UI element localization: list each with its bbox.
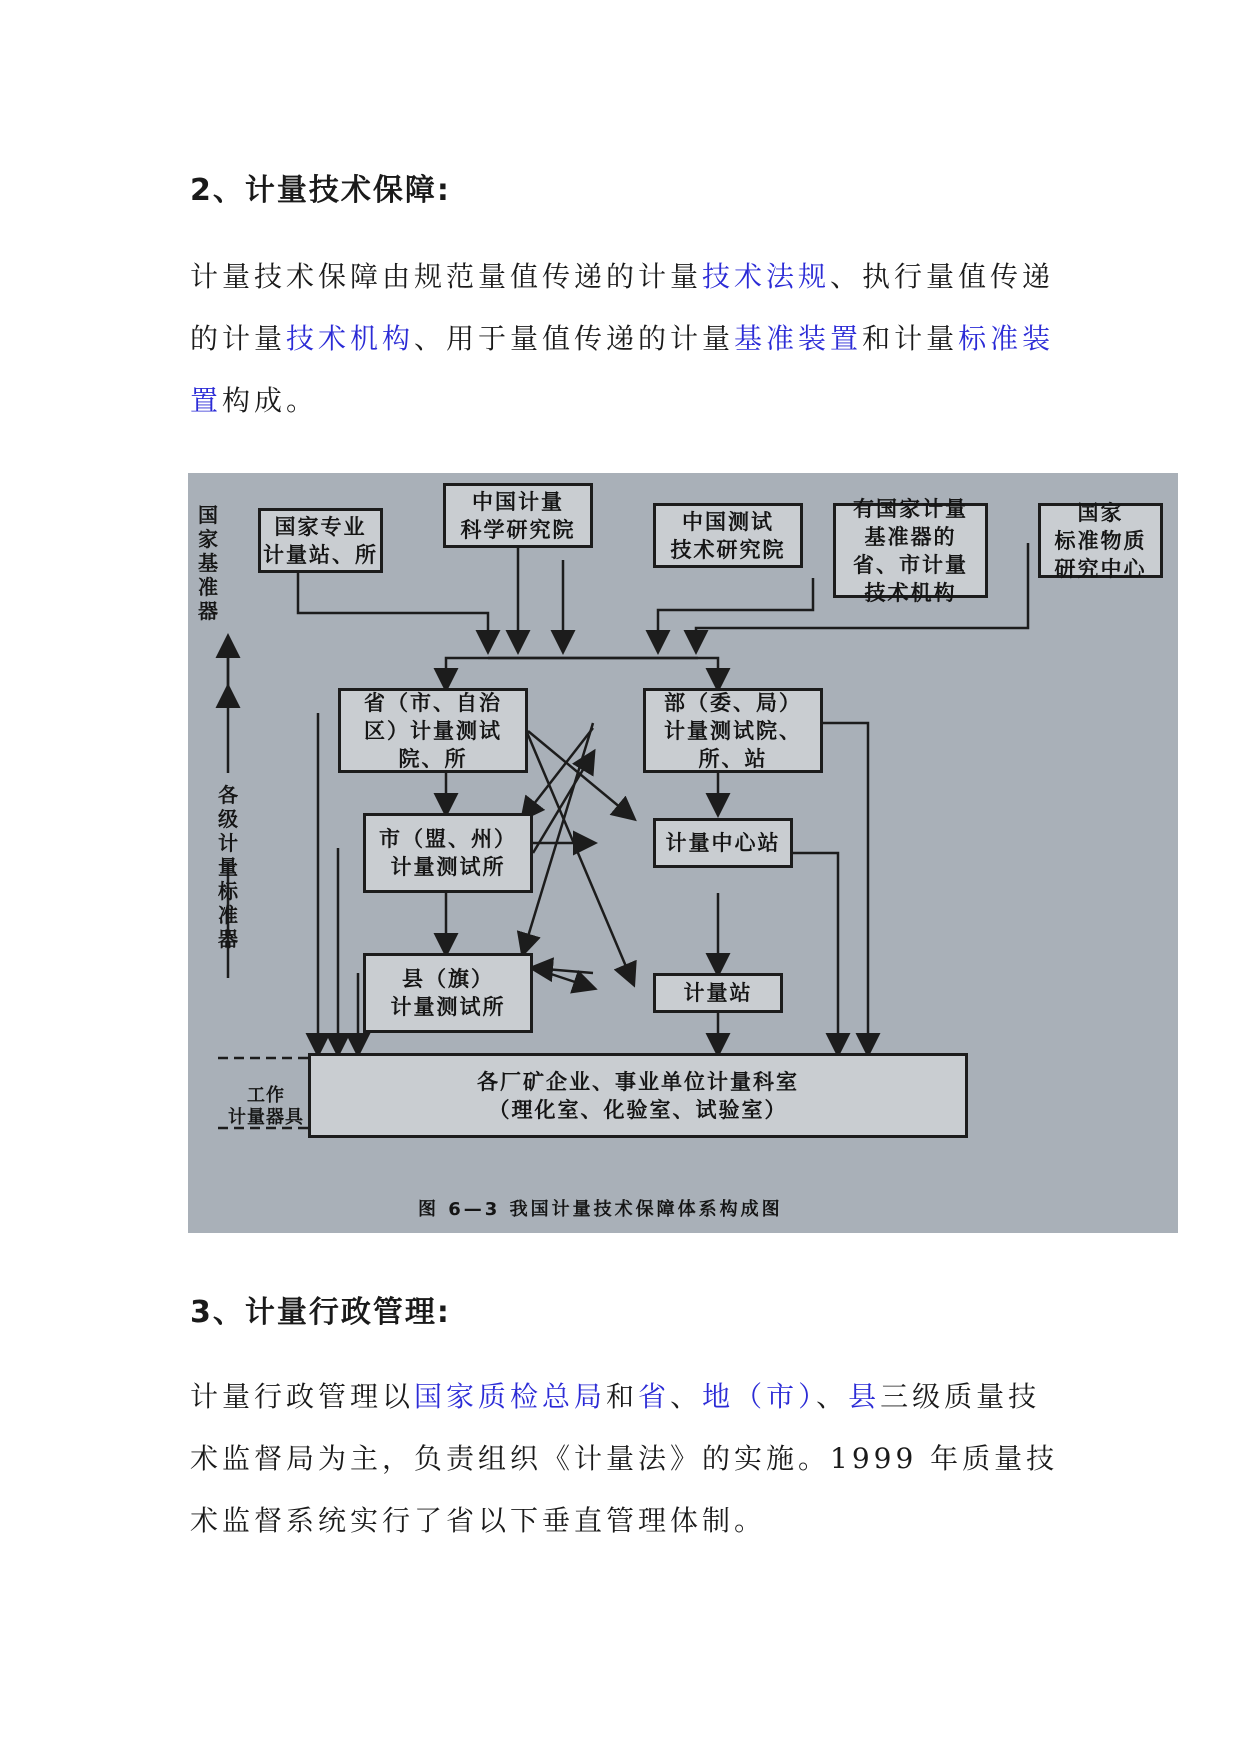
tech-support-diagram — [188, 473, 1178, 1233]
box-provincial-std-orgs: 有国家计量 基准器的 省、市计量 技术机构 — [833, 503, 988, 598]
paragraph-text: 和 — [606, 1380, 639, 1413]
term-link[interactable]: 基准装置 — [734, 322, 863, 355]
paragraph-text: 构成。 — [222, 384, 319, 417]
box-ncrm: 国家 标准物质 研究中心 — [1038, 503, 1163, 578]
paragraph-text: 计量行政管理以 — [190, 1380, 415, 1413]
box-ntri: 中国测试 技术研究院 — [653, 503, 803, 568]
section-2-heading: 2、计量技术保障: — [190, 173, 451, 208]
box-nim: 中国计量 科学研究院 — [443, 483, 593, 548]
term-link[interactable]: 国家质检总局 — [414, 1380, 607, 1413]
term-link[interactable]: 地（市） — [702, 1380, 817, 1413]
paragraph-text: 计量技术保障由规范量值传递的计量 — [190, 260, 703, 293]
figure-caption: 图 6—3 我国计量技术保障体系构成图 — [418, 1199, 783, 1220]
label-work-instruments: 工作 计量器具 — [228, 1085, 304, 1128]
box-enterprise-labs: 各厂矿企业、事业单位计量科室 （理化室、化验室、试验室） — [308, 1053, 968, 1138]
label-national-std: 国家基准器 — [198, 503, 218, 623]
term-link[interactable]: 标准装置 — [190, 322, 1055, 417]
term-link[interactable]: 技术机构 — [286, 322, 415, 355]
box-national-specialty-station: 国家专业 计量站、所 — [258, 508, 383, 573]
box-county-institute: 县（旗） 计量测试所 — [363, 953, 533, 1033]
box-city-institute: 市（盟、州） 计量测试所 — [363, 813, 533, 893]
section-3-heading: 3、计量行政管理: — [190, 1295, 451, 1330]
term-link[interactable]: 省 — [638, 1380, 671, 1413]
term-link[interactable]: 县 — [848, 1380, 881, 1413]
box-measurement-center: 计量中心站 — [653, 818, 793, 868]
paragraph-text: 、执行量值传递的计量 — [190, 260, 1055, 355]
section-3-paragraph — [190, 1366, 1060, 1552]
box-ministry-institute: 部（委、局） 计量测试院、 所、站 — [643, 688, 823, 773]
paragraph-text: 三级质量技术监督局为主，负责组织《计量法》的实施。1999 年质量技术监督系统实行了省以下垂直管理体制。 — [190, 1380, 1059, 1537]
box-province-institute: 省（市、自治 区）计量测试 院、所 — [338, 688, 528, 773]
paragraph-text: 、用于量值传递的计量 — [414, 322, 735, 355]
paragraph-text: 和计量 — [862, 322, 959, 355]
section-2-paragraph — [190, 246, 1060, 432]
box-measurement-station: 计量站 — [653, 973, 783, 1013]
paragraph-text: 、 — [670, 1380, 703, 1413]
term-link[interactable]: 技术法规 — [702, 260, 831, 293]
paragraph-text: 、 — [816, 1380, 849, 1413]
label-std-levels: 各级计量标准器 — [218, 783, 238, 951]
